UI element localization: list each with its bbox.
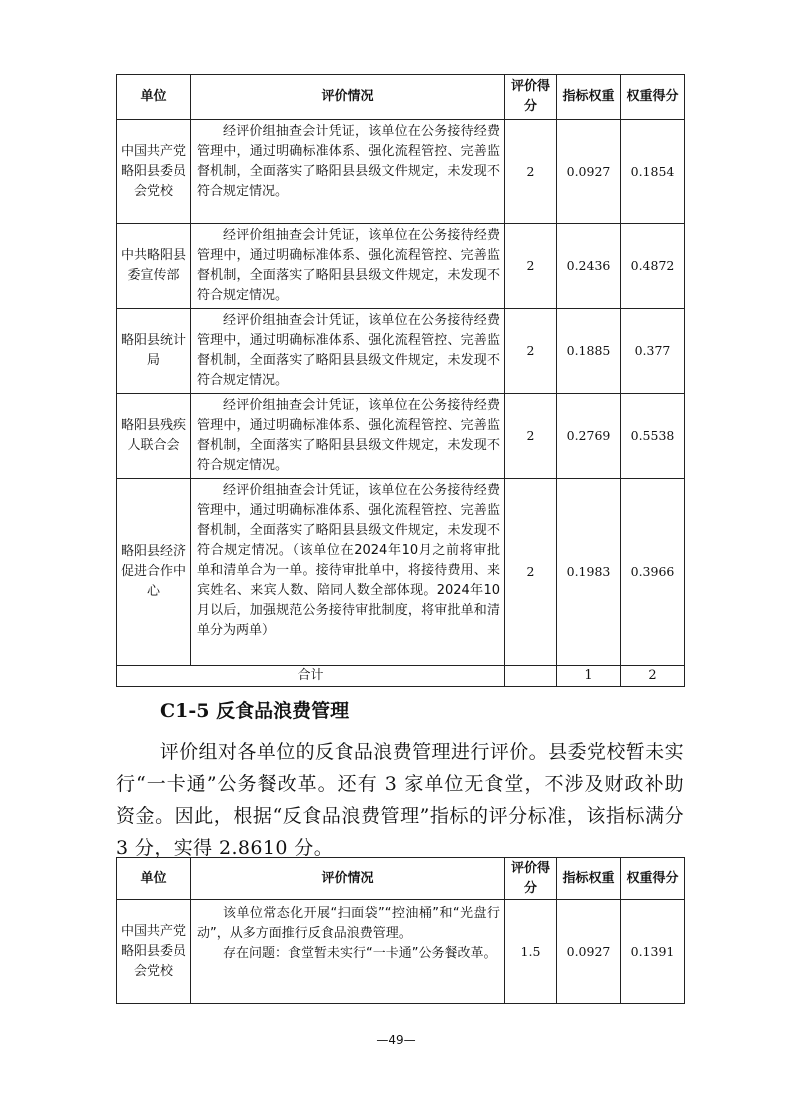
score-cell: 2 [505, 224, 557, 309]
unit-cell: 中共略阳县委宣传部 [117, 224, 191, 309]
eval-cell [191, 900, 505, 1004]
eval-cell [191, 224, 505, 309]
total-weight: 1 [557, 666, 621, 687]
table-header-row [117, 75, 685, 120]
evaluation-table-1 [116, 74, 685, 687]
weight-cell: 0.2769 [557, 394, 621, 479]
header-unit: 单位 [117, 75, 191, 120]
score-cell: 2 [505, 120, 557, 224]
weight-cell: 0.0927 [557, 900, 621, 1004]
unit-cell: 略阳县残疾人联合会 [117, 394, 191, 479]
header-eval: 评价情况 [191, 858, 505, 900]
score-cell: 2 [505, 479, 557, 666]
eval-text: 经评价组抽查会计凭证，该单位在公务接待经费管理中，通过明确标准体系、强化流程管控、完善监督机制，全面落实了略阳县县级文件规定，未发现不符合规定情况。 [197, 228, 500, 303]
eval-text: 经评价组抽查会计凭证，该单位在公务接待经费管理中，通过明确标准体系、强化流程管控、完善监督机制，全面落实了略阳县县级文件规定，未发现不符合规定情况。 [197, 398, 500, 473]
weight-cell: 0.2436 [557, 224, 621, 309]
unit-cell: 略阳县统计局 [117, 309, 191, 394]
header-score: 评价得分 [505, 75, 557, 120]
eval-cell [191, 394, 505, 479]
header-weight: 指标权重 [557, 75, 621, 120]
score-cell: 2 [505, 309, 557, 394]
header-eval: 评价情况 [191, 75, 505, 120]
eval-text: 经评价组抽查会计凭证，该单位在公务接待经费管理中，通过明确标准体系、强化流程管控、完善监督机制，全面落实了略阳县县级文件规定，未发现不符合规定情况。 [197, 313, 500, 388]
weighted-cell: 0.5538 [621, 394, 685, 479]
unit-cell: 中国共产党略阳县委员会党校 [117, 120, 191, 224]
weight-cell: 0.1983 [557, 479, 621, 666]
header-score: 评价得分 [505, 858, 557, 900]
weight-cell: 0.1885 [557, 309, 621, 394]
weight-cell: 0.0927 [557, 120, 621, 224]
total-row [117, 666, 685, 687]
eval-cell [191, 120, 505, 224]
total-label: 合计 [117, 666, 505, 687]
eval-text: 该单位常态化开展“扫面袋”“控油桶”和“光盘行动”，从多方面推行反食品浪费管理。 [197, 906, 500, 941]
weighted-cell: 0.3966 [621, 479, 685, 666]
header-weighted: 权重得分 [621, 858, 685, 900]
issue-text: 存在问题：食堂暂未实行“一卡通”公务餐改革。 [223, 946, 497, 961]
table-row [117, 309, 685, 394]
weighted-cell: 0.377 [621, 309, 685, 394]
section-paragraph: 评价组对各单位的反食品浪费管理进行评价。县委党校暂未实行“一卡通”公务餐改革。还有 3 家单位无食堂，不涉及财政补助资金。因此，根据“反食品浪费管理”指标的评分标准，该指标满分 3 分，实得 2.8610 分。 [116, 741, 684, 859]
evaluation-table-2 [116, 857, 685, 1004]
header-weight: 指标权重 [557, 858, 621, 900]
table-row [117, 479, 685, 666]
header-unit: 单位 [117, 858, 191, 900]
table-row [117, 900, 685, 1004]
table-row [117, 120, 685, 224]
table-header-row [117, 858, 685, 900]
unit-cell: 略阳县经济促进合作中心 [117, 479, 191, 666]
eval-text: 经评价组抽查会计凭证，该单位在公务接待经费管理中，通过明确标准体系、强化流程管控、完善监督机制，全面落实了略阳县县级文件规定，未发现不符合规定情况。（该单位在2024年10月之前将审批单和清单合为一单。接待审批单中，将接待费用、来宾姓名、来宾人数、陪同人数全部体现。2024年10月以后，加强规范公务接待审批制度，将审批单和清单分为两单） [197, 483, 500, 638]
section-heading: C1-5 反食品浪费管理 [160, 700, 350, 722]
page-number: —49— [376, 1033, 416, 1047]
eval-cell [191, 479, 505, 666]
eval-text: 经评价组抽查会计凭证，该单位在公务接待经费管理中，通过明确标准体系、强化流程管控、完善监督机制，全面落实了略阳县县级文件规定，未发现不符合规定情况。 [197, 124, 500, 199]
table-row [117, 394, 685, 479]
weighted-cell: 0.1391 [621, 900, 685, 1004]
score-cell: 2 [505, 394, 557, 479]
unit-cell: 中国共产党略阳县委员会党校 [117, 900, 191, 1004]
table-row [117, 224, 685, 309]
eval-cell [191, 309, 505, 394]
weighted-cell: 0.1854 [621, 120, 685, 224]
score-cell: 1.5 [505, 900, 557, 1004]
weighted-cell: 0.4872 [621, 224, 685, 309]
header-weighted: 权重得分 [621, 75, 685, 120]
total-weighted: 2 [621, 666, 685, 687]
total-score [505, 666, 557, 687]
